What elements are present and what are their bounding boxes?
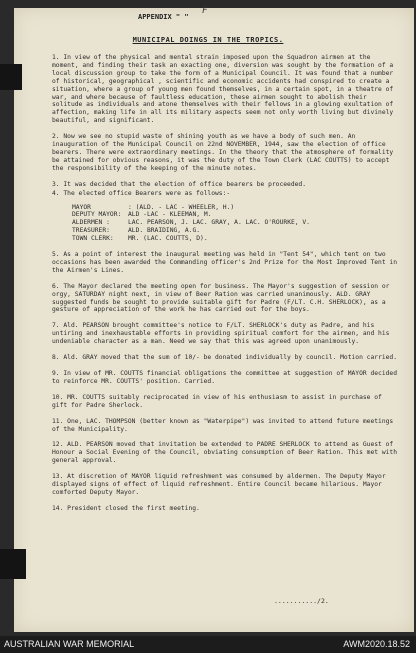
officer-name: : (ALD. - LAC - WHEELER, H.) <box>128 203 235 211</box>
archive-reference: AWM2020.18.52 <box>343 639 410 649</box>
appendix-label: APPENDIX " " <box>138 13 189 21</box>
paragraph: 9. In view of MR. COUTTS financial obligations the committee at suggestion of MAYOR decided to reinforce MR. COUTTS' position. Carried. <box>52 370 397 385</box>
officer-role: ALDERMEN : <box>72 219 110 227</box>
binder-tab <box>0 64 22 90</box>
list-item <box>72 211 398 219</box>
officer-role: TOWN CLERK: <box>72 235 114 243</box>
officer-role: TREASURER: <box>72 227 110 235</box>
officer-name: MR. (LAC. COUTTS, D). <box>128 235 208 243</box>
paragraph: 11. One, LAC. THOMPSON (better known as "Waterpipe") was invited to attend future meetings of the Municipality. <box>52 417 394 433</box>
paragraph: 7. Ald. PEARSON brought committee's notice to F/LT. SHERLOCK's duty as Padre, and his untiring and inexhaustable efforts in providing spiritual comfort for the airmen, and his undeniable character as a man. Need we say that this was agreed upon unanimously. <box>52 322 390 346</box>
paragraph: 3. It was decided that the election of office bearers be proceeded. <box>52 180 307 188</box>
paragraph: 1. In view of the physical and mental strain imposed upon the Squadron airmen at the moment, and finding their task an exacting one, diversion was sought by the formation of a local discussion group to take the form of a Municipal Council. It was found that a number of historical, geographical , scientific and economic accidents had conspired to create a situation, where a group of young men found themselves, in a certain spot, in a theatre of war, and where because of faultless education, these airmen sought to abolish their solitude as individuals and atone themselves with their fellows in a glowing exultation of affection, making life in all its military aspects seem not only worth living but divinely beautiful, and significant. <box>52 54 394 125</box>
officer-name: ALD. BRAIDING, A.G. <box>128 227 201 235</box>
officer-name: ALD -LAC - KLEEMAN, M. <box>128 211 212 219</box>
officer-role: DEPUTY MAYOR: <box>72 211 122 219</box>
paragraph: 4. The elected office Bearers were as follows:- <box>52 189 231 197</box>
paragraph: 12. ALD. PEARSON moved that invitation be extended to PADRE SHERLOCK to attend as Guest of Honour a Social Evening of the Council, obviating consumption of Beer Ration. This met with general approval. <box>52 441 397 465</box>
list-item <box>72 227 398 235</box>
list-item <box>72 219 398 227</box>
paragraph: 2. Now we see no stupid waste of shining youth as we have a body of such men. An inauguration of the Municipal Council on 22nd NOVEMBER, 1944, saw the election of office bearers. There were extraordinary meetings. In the theory that the atmosphere of formality be attained for obvious reasons, it was the duty of the Town Clerk (LAC COUTTS) to accept the responsibility of the keeping of the minute notes. <box>52 133 394 172</box>
office-bearers-list <box>72 204 398 244</box>
paragraph: 13. At discretion of MAYOR liquid refreshment was consumed by aldermen. The Deputy Mayor displayed signs of effect of liquid refreshment. Entire Council became hilarious. Mayor comforted Deputy Mayor. <box>52 473 386 496</box>
officer-name: LAC. PEARSON, J. LAC. GRAY, A. LAC. O'ROURKE, V. <box>128 219 310 227</box>
paragraph: 10. MR. COUTTS suitably reciprocated in view of his enthusiasm to assist in purchase of gift for Padre Sherlock. <box>52 393 382 409</box>
paragraph: 6. The Mayor declared the meeting open for business. The Mayor's suggestion of session or orgy, SATURDAY night next, in view of Beer Ration was carried unanimously. ALD. GRAY suggested funds be sought to provide suitable gift for Padre (F/LT. C.H. SHERLOCK), as a gesture of appreciation of the work he has carried out for the boys. <box>52 282 390 314</box>
archive-source: AUSTRALIAN WAR MEMORIAL <box>4 639 135 649</box>
paragraph: 5. As a point of interest the inaugural meeting was held in "Tent 54", which tent on two occasions has been awarded the Commanding officer's 2nd Prize for the Most Improved Tent in the Airmen's Lines. <box>52 251 397 274</box>
document-body <box>52 54 398 521</box>
officer-role: MAYOR <box>72 203 91 211</box>
list-item <box>72 235 398 243</box>
list-item <box>72 204 398 212</box>
page-continuation: .........../2. <box>274 597 329 605</box>
archive-footer <box>0 636 416 653</box>
binder-tab <box>0 549 26 579</box>
document-title: MUNICIPAL DOINGS IN THE TROPICS. <box>132 36 284 44</box>
paragraph: 8. Ald. GRAY moved that the sum of 10/- be donated individually by council. Motion carried. <box>52 354 397 362</box>
appendix-letter: F <box>202 6 208 16</box>
paragraph: 14. President closed the first meeting. <box>52 504 200 512</box>
